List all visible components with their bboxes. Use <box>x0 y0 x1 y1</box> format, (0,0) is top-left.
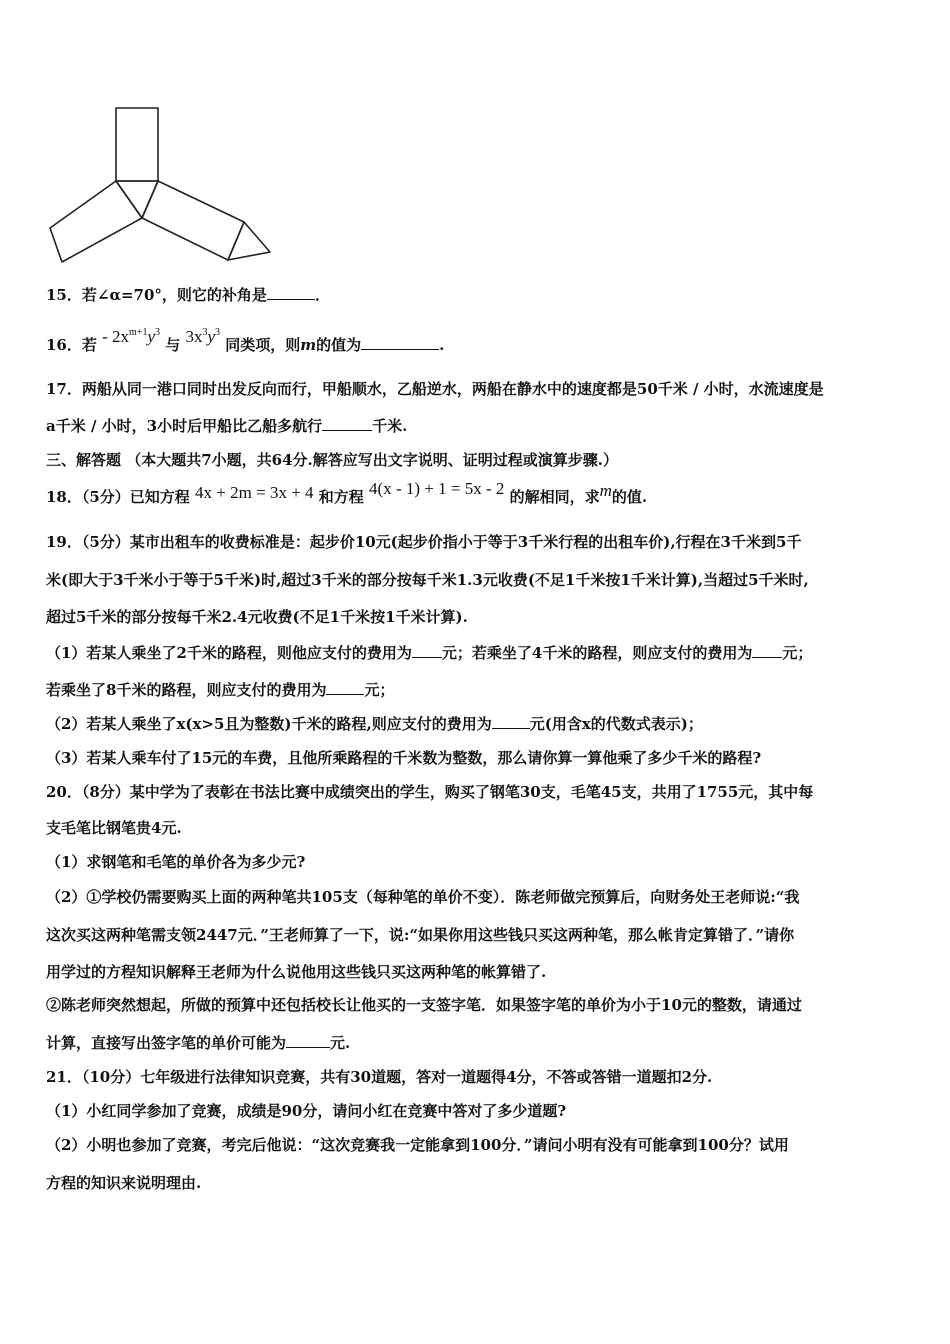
question-21-part-2-line-1: （2）小明也参加了竞赛，考完后他说：“这次竞赛我一定能拿到100分．”请问小明有没有可能拿到100分？试用 <box>46 1136 789 1154</box>
question-19-line-3: 超过5千米的部分按每千米2.4元收费(不足1千米按1千米计算). <box>46 608 468 626</box>
center-triangle <box>116 181 158 218</box>
q19-p2-b: 元(用含x的代数式表示)； <box>529 715 703 733</box>
question-19-line-1: 19．（5分）某市出租车的收费标准是：起步价10元(起步价指小于等于3千米行程的出租车价),行程在3千米到5千 <box>46 533 802 551</box>
q18-end: 的值. <box>611 488 648 506</box>
question-20-part-2-line-3: 用学过的方程知识解释王老师为什么说他用这些钱只买这两种笔的帐算错了. <box>46 963 547 981</box>
question-19-part-1-cont <box>46 679 394 701</box>
answer-blank <box>286 1033 330 1048</box>
question-20-line-2: 支毛笔比钢笔贵4元. <box>46 819 182 837</box>
answer-blank <box>412 643 442 658</box>
answer-blank <box>361 335 439 350</box>
section-3-heading: 三、解答题 （本大题共7小题，共64分.解答应写出文字说明、证明过程或演算步骤.） <box>46 451 618 469</box>
term-1 <box>102 327 160 346</box>
q19-p1-b: 元；若乘坐了4千米的路程，则应支付的费用为 <box>441 644 753 662</box>
answer-blank <box>322 416 372 431</box>
top-square <box>116 108 158 181</box>
q18-post: 的解相同，求 <box>509 488 600 506</box>
term-2-yexp: 3 <box>215 327 221 338</box>
question-20-part-2-line-5 <box>46 1032 350 1054</box>
term-2-base: 3x <box>185 327 203 346</box>
question-19-part-2 <box>46 713 703 735</box>
q19-p1-a: （1）若某人乘坐了2千米的路程，则他应支付的费用为 <box>46 644 412 662</box>
geometry-figure <box>44 100 284 270</box>
q17-line2-post: 千米. <box>372 417 408 435</box>
q20-l5-a: 计算，直接写出签字笔的单价可能为 <box>46 1034 287 1052</box>
equation-1: 4x + 2m = 3x + 4 <box>195 483 314 502</box>
answer-blank <box>267 285 315 300</box>
right-triangle <box>228 222 270 260</box>
term-1-y: y <box>147 327 155 346</box>
q16-post2: 的值为 <box>316 336 362 354</box>
question-21-part-1: （1）小红同学参加了竞赛，成绩是90分，请问小红在竞赛中答对了多少道题? <box>46 1102 567 1120</box>
term-1-exp: m+1 <box>129 327 148 338</box>
question-20-line-1: 20．（8分）某中学为了表彰在书法比赛中成绩突出的学生，购买了钢笔30支，毛笔45支，共用了1755元，其中每 <box>46 783 814 801</box>
q19-p2-a: （2）若某人乘坐了x(x>5且为整数)千米的路程,则应支付的费用为 <box>46 715 492 733</box>
right-rectangle <box>142 181 244 260</box>
term-2 <box>185 327 220 346</box>
q19-p1-c: 元； <box>782 644 813 662</box>
question-20-part-2-line-1: （2）①学校仍需要购买上面的两种笔共105支（每种笔的单价不变）．陈老师做完预算后，向财务处王老师说:“我 <box>46 888 800 906</box>
q18-var: m <box>599 481 612 500</box>
question-18 <box>46 479 648 508</box>
question-19-part-3: （3）若某人乘车付了15元的车费，且他所乘路程的千米数为整数，那么请你算一算他乘了多少千米的路程? <box>46 749 762 767</box>
q16-end: . <box>439 336 445 354</box>
term-1-yexp: 3 <box>155 327 160 338</box>
question-20-part-2-line-2: 这次买这两种笔需支领2447元．”王老师算了一下，说:“如果你用这些钱只买这两种笔，那么帐肯定算错了．”请你 <box>46 926 795 944</box>
term-2-y: y <box>207 327 216 346</box>
answer-blank <box>492 714 530 729</box>
question-21-part-2-line-2: 方程的知识来说明理由. <box>46 1174 202 1192</box>
question-20-part-1: （1）求钢笔和毛笔的单价各为多少元? <box>46 853 306 871</box>
q15-text: 15．若∠α=70°，则它的补角是 <box>46 286 267 304</box>
q16-var: m <box>300 336 317 354</box>
question-19-part-1 <box>46 642 812 664</box>
question-16 <box>46 327 445 356</box>
answer-blank <box>752 643 782 658</box>
q19-p1-d: 若乘坐了8千米的路程，则应支付的费用为 <box>46 681 327 699</box>
q15-end: ． <box>314 286 330 304</box>
q19-p1-e: 元； <box>364 681 395 699</box>
question-17-line-1: 17．两船从同一港口同时出发反向而行，甲船顺水，乙船逆水，两船在静水中的速度都是50千米 / 小时，水流速度是 <box>46 380 824 398</box>
term-1-base: - 2x <box>102 327 130 346</box>
question-20-part-2-line-4: ②陈老师突然想起，所做的预算中还包括校长让他买的一支签字笔．如果签字笔的单价为小于10元的整数，请通过 <box>46 996 802 1014</box>
question-15 <box>46 284 330 306</box>
left-rectangle <box>50 181 142 262</box>
question-21-line-1: 21．（10分）七年级进行法律知识竞赛，共有30道题，答对一道题得4分，不答或答错一道题扣2分. <box>46 1068 713 1086</box>
q20-l5-b: 元. <box>330 1034 351 1052</box>
question-19-line-2: 米(即大于3千米小于等于5千米)时,超过3千米的部分按每千米1.3元收费(不足1千米按1千米计算),当超过5千米时, <box>46 571 809 589</box>
q18-mid: 和方程 <box>318 488 364 506</box>
q17-line2-pre: a千米 / 小时，3小时后甲船比乙船多航行 <box>46 417 323 435</box>
answer-blank <box>326 680 364 695</box>
q16-pre: 16．若 <box>46 336 97 354</box>
question-17-line-2 <box>46 415 407 437</box>
q18-pre: 18．（5分）已知方程 <box>46 488 190 506</box>
q16-mid: 与 <box>165 336 181 354</box>
equation-2: 4(x - 1) + 1 = 5x - 2 <box>369 479 505 498</box>
q16-post: 同类项，则 <box>225 336 301 354</box>
term-2-exp: 3 <box>202 327 208 338</box>
